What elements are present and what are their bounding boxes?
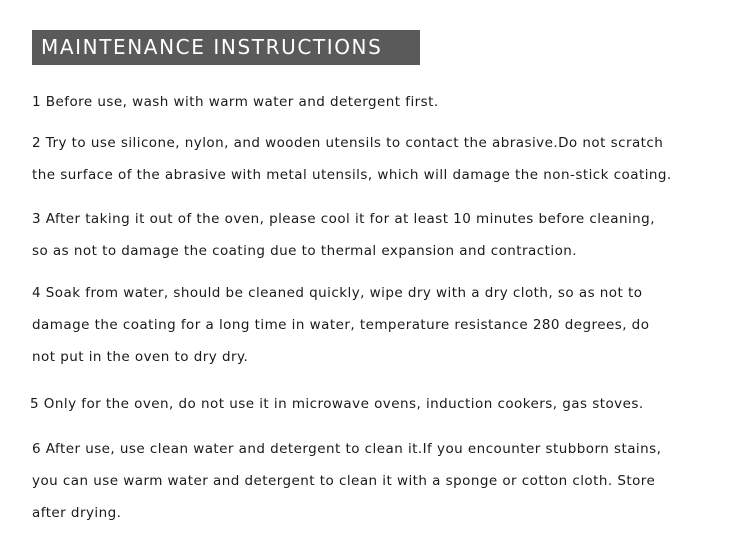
instruction-6-line-2: you can use warm water and detergent to clean it with a sponge or cotton cloth. Store <box>32 473 656 489</box>
instruction-4-line-3: not put in the oven to dry dry. <box>32 349 249 365</box>
instruction-6-line-1: 6 After use, use clean water and detergent to clean it.If you encounter stubborn stains, <box>32 441 662 457</box>
instruction-6-line-3: after drying. <box>32 505 122 521</box>
page-title: MAINTENANCE INSTRUCTIONS <box>32 30 420 65</box>
instruction-4-line-1: 4 Soak from water, should be cleaned quickly, wipe dry with a dry cloth, so as not to <box>32 285 643 301</box>
instruction-1-line-1: 1 Before use, wash with warm water and detergent first. <box>32 94 439 110</box>
instruction-2-line-1: 2 Try to use silicone, nylon, and wooden utensils to contact the abrasive.Do not scratch <box>32 135 664 151</box>
instruction-2-line-2: the surface of the abrasive with metal utensils, which will damage the non-stick coating. <box>32 167 672 183</box>
instruction-3-line-2: so as not to damage the coating due to thermal expansion and contraction. <box>32 243 578 259</box>
instruction-3-line-1: 3 After taking it out of the oven, please cool it for at least 10 minutes before cleaning, <box>32 211 655 227</box>
instruction-4-line-2: damage the coating for a long time in water, temperature resistance 280 degrees, do <box>32 317 650 333</box>
instruction-5-line-1: 5 Only for the oven, do not use it in microwave ovens, induction cookers, gas stoves. <box>30 396 644 412</box>
